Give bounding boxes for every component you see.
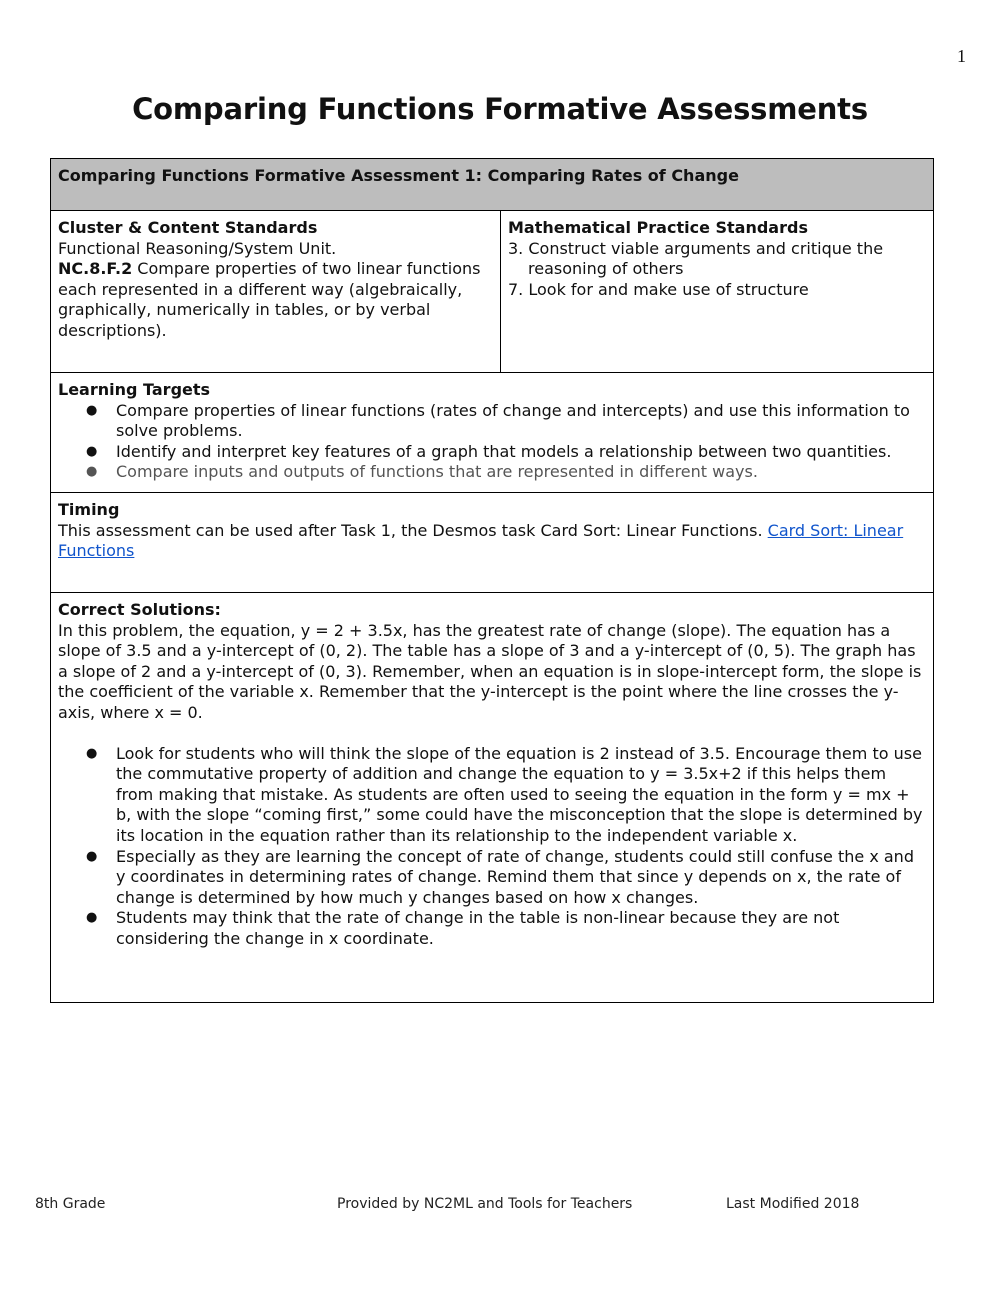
footer-modified: Last Modified 2018 xyxy=(726,1196,860,1212)
list-item: ● Compare properties of linear functions (rates of change and intercepts) and use this information to solve problems. xyxy=(116,401,925,442)
solutions-paragraph: In this problem, the equation, y = 2 + 3.5x, has the greatest rate of change (slope). The equation has a slope of 3.5 and a y-intercept of (0, 2). The table has a slope of 3 and a y-intercept of (0, 5). The graph has a slope of 2 and a y-intercept of (0, 3). Remember, when an equation is in slope-intercept form, the slope is the coefficient of the variable x. Remember that the y-intercept is the point where the line crosses the y-axis, where x = 0. xyxy=(58,620,922,722)
list-item: ● Compare inputs and outputs of functions that are represented in different ways. xyxy=(116,462,925,483)
timing-text: This assessment can be used after Task 1, the Desmos task Card Sort: Linear Functions. xyxy=(58,520,768,540)
practice-standards-heading: Mathematical Practice Standards xyxy=(508,218,808,237)
solutions-bullet-list xyxy=(58,744,925,950)
page-number: 1 xyxy=(957,46,966,66)
learning-targets-heading: Learning Targets xyxy=(58,380,211,399)
list-item: 3. Construct viable arguments and critique the reasoning of others xyxy=(508,238,884,279)
card-sort-link[interactable]: Card Sort: Linear Functions xyxy=(58,520,904,561)
list-item: ● Students may think that the rate of change in the table is non-linear because they are not considering the change in x coordinate. xyxy=(116,908,925,949)
learning-targets-cell xyxy=(51,373,934,493)
cluster-standards-heading: Cluster & Content Standards xyxy=(58,218,318,237)
practice-standards-list xyxy=(508,239,925,301)
footer-provider: Provided by NC2ML and Tools for Teachers xyxy=(337,1196,633,1212)
standard-text: Compare properties of two linear functions each represented in a different way (algebraically, graphically, numerically in tables, or by verbal descriptions). xyxy=(58,259,481,340)
correct-solutions-cell xyxy=(51,593,934,1003)
timing-heading: Timing xyxy=(58,500,120,519)
unit-name: Functional Reasoning/System Unit. xyxy=(58,238,337,258)
footer-grade: 8th Grade xyxy=(35,1196,106,1212)
timing-paragraph xyxy=(58,521,925,562)
list-item: ● Especially as they are learning the concept of rate of change, students could still confuse the x and y coordinates in determining rates of change. Remind them that since y depends on x, the rate of change is determined by how much y changes based on how x changes. xyxy=(116,847,925,909)
assessment-table xyxy=(50,158,934,1003)
cluster-standards-cell xyxy=(51,211,501,373)
assessment-header: Comparing Functions Formative Assessment 1: Comparing Rates of Change xyxy=(58,166,739,185)
list-item: ● Identify and interpret key features of a graph that models a relationship between two quantities. xyxy=(116,442,925,463)
list-item: 7. Look for and make use of structure xyxy=(508,279,809,299)
correct-solutions-heading: Correct Solutions: xyxy=(58,600,221,619)
standard-code: NC.8.F.2 xyxy=(58,259,133,279)
page-title: Comparing Functions Formative Assessments xyxy=(132,92,868,126)
list-item: ● Look for students who will think the slope of the equation is 2 instead of 3.5. Encourage them to use the commutative property of addition and change the equation to y = 3.5x+2 if this helps them from making that mistake. As students are often used to seeing the equation in the form y = mx + b, with the slope “coming first,” some could have the misconception that the slope is determined by its location in the equation rather than its relationship to the independent variable x. xyxy=(116,744,925,847)
standard-description xyxy=(58,259,492,341)
learning-targets-list xyxy=(58,401,925,483)
assessment-header-cell xyxy=(51,159,934,211)
timing-cell xyxy=(51,493,934,593)
practice-standards-cell xyxy=(501,211,934,373)
